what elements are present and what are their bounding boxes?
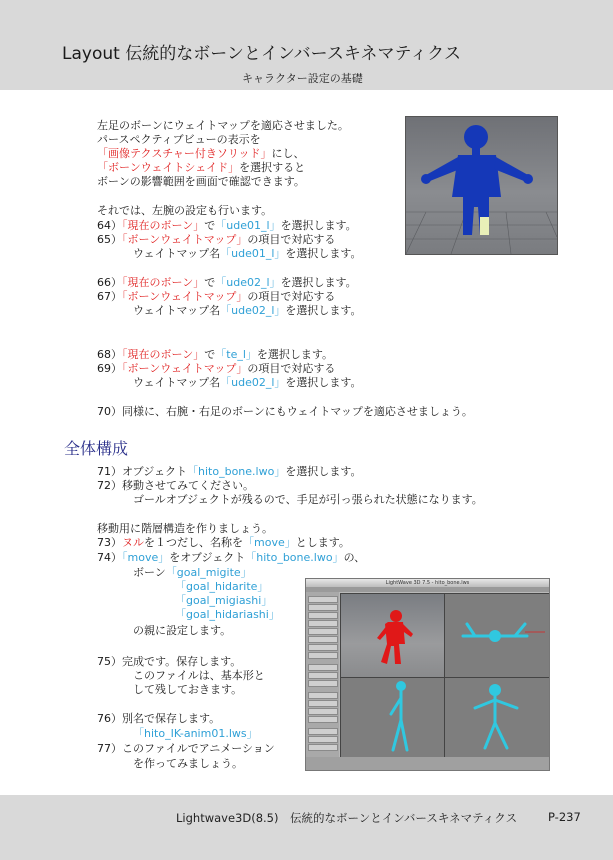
text: ウェイトマップ名	[133, 304, 221, 317]
highlight-term: 「現在のボーン」	[122, 219, 205, 232]
step-72-cont: ゴールオブジェクトが残るので、手足が引っ張られた状態になります。	[133, 493, 483, 506]
tool-button	[308, 652, 338, 659]
step-number: 64）	[97, 219, 122, 232]
step-number: 69）	[97, 362, 122, 375]
file-name: 「hito_bone.lwo」	[245, 551, 344, 564]
tool-button	[308, 716, 338, 723]
step-75	[97, 655, 241, 669]
step-number: 66）	[97, 276, 122, 289]
timeline-bar	[306, 757, 549, 770]
text: の項目で対応する	[247, 233, 336, 246]
text: を選択します。	[285, 247, 362, 260]
step-73	[97, 536, 350, 550]
intro-line	[97, 147, 304, 161]
cyan-figure-top-illustration	[445, 594, 549, 677]
step-65-cont	[133, 247, 362, 261]
tool-button	[308, 736, 338, 743]
page-title: Layout 伝統的なボーンとインバースキネマティクス	[62, 44, 461, 64]
text: で	[204, 276, 216, 289]
text: を選択します。	[285, 376, 362, 389]
text: ウェイトマップ名	[133, 247, 221, 260]
step-71	[97, 465, 361, 479]
step-number: 76）	[97, 712, 122, 725]
text: を選択します。	[256, 348, 334, 361]
step-66	[97, 276, 357, 290]
step-number: 74）	[97, 551, 122, 564]
step-number: 75）	[97, 655, 122, 668]
text: の項目で対応する	[247, 290, 336, 303]
highlight-term: 「現在のボーン」	[122, 348, 205, 361]
file-name: 「move」	[243, 536, 296, 549]
step-67-cont	[133, 304, 362, 318]
text: 別名で保存します。	[122, 712, 221, 725]
file-name: 「te_l」	[215, 348, 257, 361]
tool-button	[308, 636, 338, 643]
text: を選択します。	[285, 304, 362, 317]
tool-button	[308, 664, 338, 671]
bone-name: 「goal_migite」	[165, 566, 252, 579]
intro-line: それでは、左腕の設定も行います。	[97, 204, 273, 217]
step-74-bone	[133, 566, 252, 580]
tool-button	[308, 728, 338, 735]
note-line: 移動用に階層構造を作りましょう。	[97, 522, 273, 535]
step-69-cont	[133, 376, 362, 390]
file-name: 「ude01_l」	[215, 219, 281, 232]
tool-button	[308, 744, 338, 751]
text: を選択すると	[239, 161, 306, 174]
step-72	[97, 479, 254, 493]
intro-line: 左足のボーンにウェイトマップを適応させました。	[97, 119, 349, 132]
step-68	[97, 348, 333, 362]
step-75-cont: して残しておきます。	[133, 683, 243, 696]
step-67	[97, 290, 335, 304]
tool-button	[308, 692, 338, 699]
text: を選択します。	[280, 219, 357, 232]
text: で	[204, 348, 216, 361]
step-number: 72）	[97, 479, 122, 492]
tool-button	[308, 708, 338, 715]
file-name: 「move」	[122, 551, 170, 564]
side-viewport	[340, 677, 445, 759]
text: 完成です。保存します。	[122, 655, 242, 668]
step-number: 71）	[97, 465, 122, 478]
step-77	[97, 742, 275, 756]
window-toolbar	[306, 587, 549, 592]
highlight-term: 「ボーンウェイトシェイド」	[97, 161, 240, 174]
text: ボーン	[133, 566, 166, 579]
tool-button	[308, 672, 338, 679]
step-76	[97, 712, 220, 726]
front-viewport	[444, 677, 550, 759]
step-77-cont: を作ってみましょう。	[133, 757, 243, 770]
step-number: 77）	[97, 742, 122, 755]
file-name: 「hito_IK-anim01.lws」	[133, 727, 258, 740]
window-title: LightWave 3D 7.5 - hito_bone.lws	[306, 579, 549, 587]
text: を１つだし、名称を	[144, 536, 243, 549]
highlight-term: 「画像テクスチャー付きソリッド」	[97, 147, 272, 160]
file-name: 「ude01_l」	[220, 247, 286, 260]
highlight-term: 「現在のボーン」	[122, 276, 205, 289]
cyan-figure-front-illustration	[445, 678, 549, 758]
lightwave-layout-screenshot	[305, 578, 550, 771]
top-viewport	[444, 593, 550, 678]
step-number: 70）	[97, 405, 122, 418]
text: とします。	[295, 536, 350, 549]
text: 移動させてみてください。	[122, 479, 254, 492]
tool-button	[308, 620, 338, 627]
tool-button	[308, 680, 338, 687]
text: を選択します。	[285, 465, 362, 478]
cyan-figure-side-illustration	[341, 678, 444, 758]
highlight-term: ヌル	[122, 536, 144, 549]
step-74	[97, 551, 365, 565]
step-number: 73）	[97, 536, 122, 549]
file-name: 「ude02_l」	[220, 304, 286, 317]
bone-name: 「goal_hidariashi」	[175, 608, 280, 621]
step-69	[97, 362, 335, 376]
bone-weight-preview-image	[405, 116, 558, 255]
step-number: 65）	[97, 233, 122, 246]
text: 同様に、右腕・右足のボーンにもウェイトマップを適応させましょう。	[122, 405, 473, 418]
page-footer	[0, 795, 613, 860]
page-number: P-237	[548, 810, 581, 824]
tool-panel	[306, 592, 339, 757]
bone-name: 「goal_hidarite」	[175, 580, 269, 593]
tool-button	[308, 700, 338, 707]
tool-button	[308, 612, 338, 619]
highlight-term: 「ボーンウェイトマップ」	[122, 362, 248, 375]
blue-figure-illustration	[406, 117, 557, 254]
step-70	[97, 405, 473, 419]
text: を選択します。	[280, 276, 357, 289]
tool-button	[308, 604, 338, 611]
highlight-term: 「ボーンウェイトマップ」	[122, 233, 248, 246]
text: で	[204, 219, 216, 232]
text: にし、	[271, 147, 305, 160]
file-name: 「hito_bone.lwo」	[187, 465, 286, 478]
step-number: 67）	[97, 290, 122, 303]
text: このファイルでアニメーション	[122, 742, 275, 755]
tool-button	[308, 596, 338, 603]
page-subtitle: キャラクター設定の基礎	[242, 72, 363, 85]
perspective-viewport	[340, 593, 445, 678]
step-74-cont: の親に設定します。	[133, 624, 232, 637]
tool-button	[308, 628, 338, 635]
red-figure-illustration	[341, 594, 444, 677]
step-65	[97, 233, 335, 247]
text: オブジェクト	[122, 465, 188, 478]
intro-line	[97, 161, 305, 175]
bone-name: 「goal_migiashi」	[175, 594, 273, 607]
file-name: 「ude02_l」	[215, 276, 281, 289]
text: をオブジェクト	[169, 551, 246, 564]
intro-line: パースペクティブビューの表示を	[97, 133, 261, 146]
step-75-cont: このファイルは、基本形と	[133, 669, 265, 682]
file-name: 「ude02_l」	[220, 376, 286, 389]
section-heading: 全体構成	[64, 439, 129, 458]
intro-line: ボーンの影響範囲を画面で確認できます。	[97, 175, 305, 188]
text: ウェイトマップ名	[133, 376, 221, 389]
tool-button	[308, 644, 338, 651]
footer-text: Lightwave3D(8.5) 伝統的なボーンとインバースキネマティクス	[176, 811, 518, 825]
text: の項目で対応する	[247, 362, 336, 375]
step-64	[97, 219, 357, 233]
text: の、	[343, 551, 366, 564]
highlight-term: 「ボーンウェイトマップ」	[122, 290, 248, 303]
step-number: 68）	[97, 348, 122, 361]
